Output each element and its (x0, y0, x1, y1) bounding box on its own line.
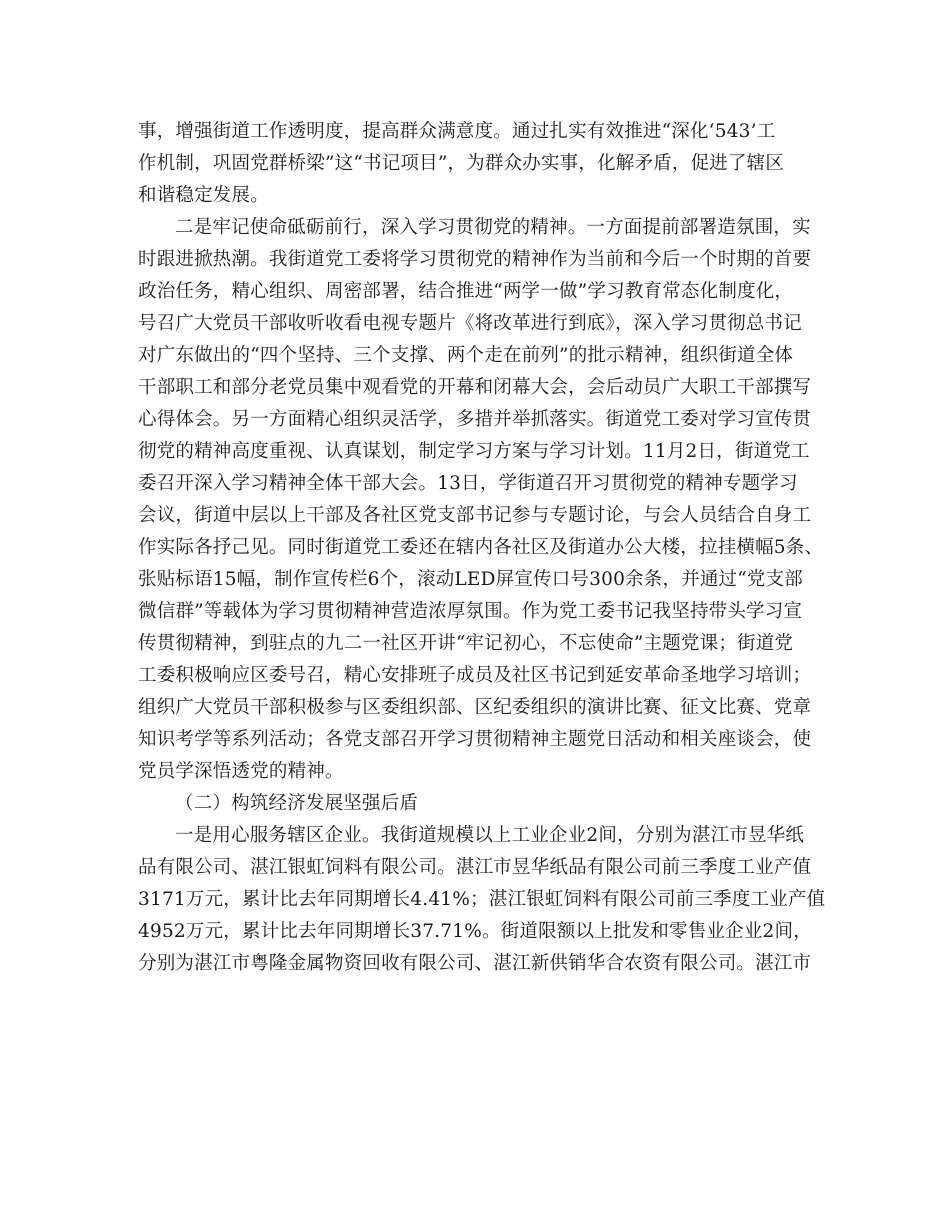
paragraph-line: 委召开深入学习精神全体干部大会。13日，学街道召开习贯彻党的精神专题学习 (138, 473, 798, 494)
paragraph-line: 事，增强街道工作透明度，提高群众满意度。通过扎实有效推进“深化‘543’工 (138, 121, 776, 142)
paragraph-line: 张贴标语15幅，制作宣传栏6个，滚动LED屏宣传口号300余条，并通过“党支部 (138, 569, 804, 590)
paragraph-line: 和谐稳定发展。 (138, 185, 269, 206)
section-heading: （二）构筑经济发展坚强后盾 (175, 793, 419, 814)
paragraph-line: 二是牢记使命砥砺前行，深入学习贯彻党的精神。一方面提前部署造氛围，实 (175, 217, 811, 238)
paragraph-line: 4952万元，累计比去年同期增长37.71%。街道限额以上批发和零售业企业2间， (138, 921, 812, 942)
paragraph-line: 品有限公司、湛江银虹饲料有限公司。湛江市昱华纸品有限公司前三季度工业产值 (138, 857, 812, 878)
paragraph-line: 政治任务，精心组织、周密部署，结合推进“两学一做”学习教育常态化制度化， (138, 281, 794, 302)
paragraph-line: 作实际各抒己见。同时街道党工委还在辖内各社区及街道办公大楼，拉挂横幅5条、 (138, 537, 824, 558)
paragraph-line: 干部职工和部分老党员集中观看党的开幕和闭幕大会，会后动员广大职工干部撰写 (138, 377, 812, 398)
document-body (138, 116, 826, 980)
paragraph-line: 党员学深悟透党的精神。 (138, 761, 344, 782)
paragraph-line: 彻党的精神高度重视、认真谋划，制定学习方案与学习计划。11月2日，街道党工 (138, 441, 810, 462)
paragraph-line: 一是用心服务辖区企业。我街道规模以上工业企业2间，分别为湛江市昱华纸 (175, 825, 805, 846)
paragraph-line: 工委积极响应区委号召，精心安排班子成员及社区书记到延安革命圣地学习培训； (138, 665, 812, 686)
paragraph-line: 号召广大党员干部收听收看电视专题片《将改革进行到底》，深入学习贯彻总书记 (138, 313, 802, 334)
paragraph-line: 对广东做出的“四个坚持、三个支撑、两个走在前列”的批示精神，组织街道全体 (138, 345, 794, 366)
paragraph-line: 心得体会。另一方面精心组织灵活学，多措并举抓落实。街道党工委对学习宣传贯 (138, 409, 812, 430)
paragraph-line: 时跟进掀热潮。我街道党工委将学习贯彻党的精神作为当前和今后一个时期的首要 (138, 249, 812, 270)
paragraph-line: 作机制，巩固党群桥梁”这“书记项目”，为群众办实事，化解矛盾，促进了辖区 (138, 153, 785, 174)
paragraph-line: 会议，街道中层以上干部及各社区党支部书记参与专题讨论，与会人员结合自身工 (138, 505, 812, 526)
paragraph-line: 知识考学等系列活动；各党支部召开学习贯彻精神主题党日活动和相关座谈会，使 (138, 729, 812, 750)
paragraph-line: 3171万元，累计比去年同期增长4.41%；湛江银虹饲料有限公司前三季度工业产值 (138, 889, 826, 910)
paragraph-line: 微信群”等载体为学习贯彻精神营造浓厚氛围。作为党工委书记我坚持带头学习宣 (138, 601, 803, 622)
paragraph-line: 分别为湛江市粤隆金属物资回收有限公司、湛江新供销华合农资有限公司。湛江市 (138, 953, 812, 974)
paragraph-line: 组织广大党员干部积极参与区委组织部、区纪委组织的演讲比赛、征文比赛、党章 (138, 697, 812, 718)
paragraph-line: 传贯彻精神，到驻点的九二一社区开讲“牢记初心，不忘使命”主题党课；街道党 (138, 633, 794, 654)
